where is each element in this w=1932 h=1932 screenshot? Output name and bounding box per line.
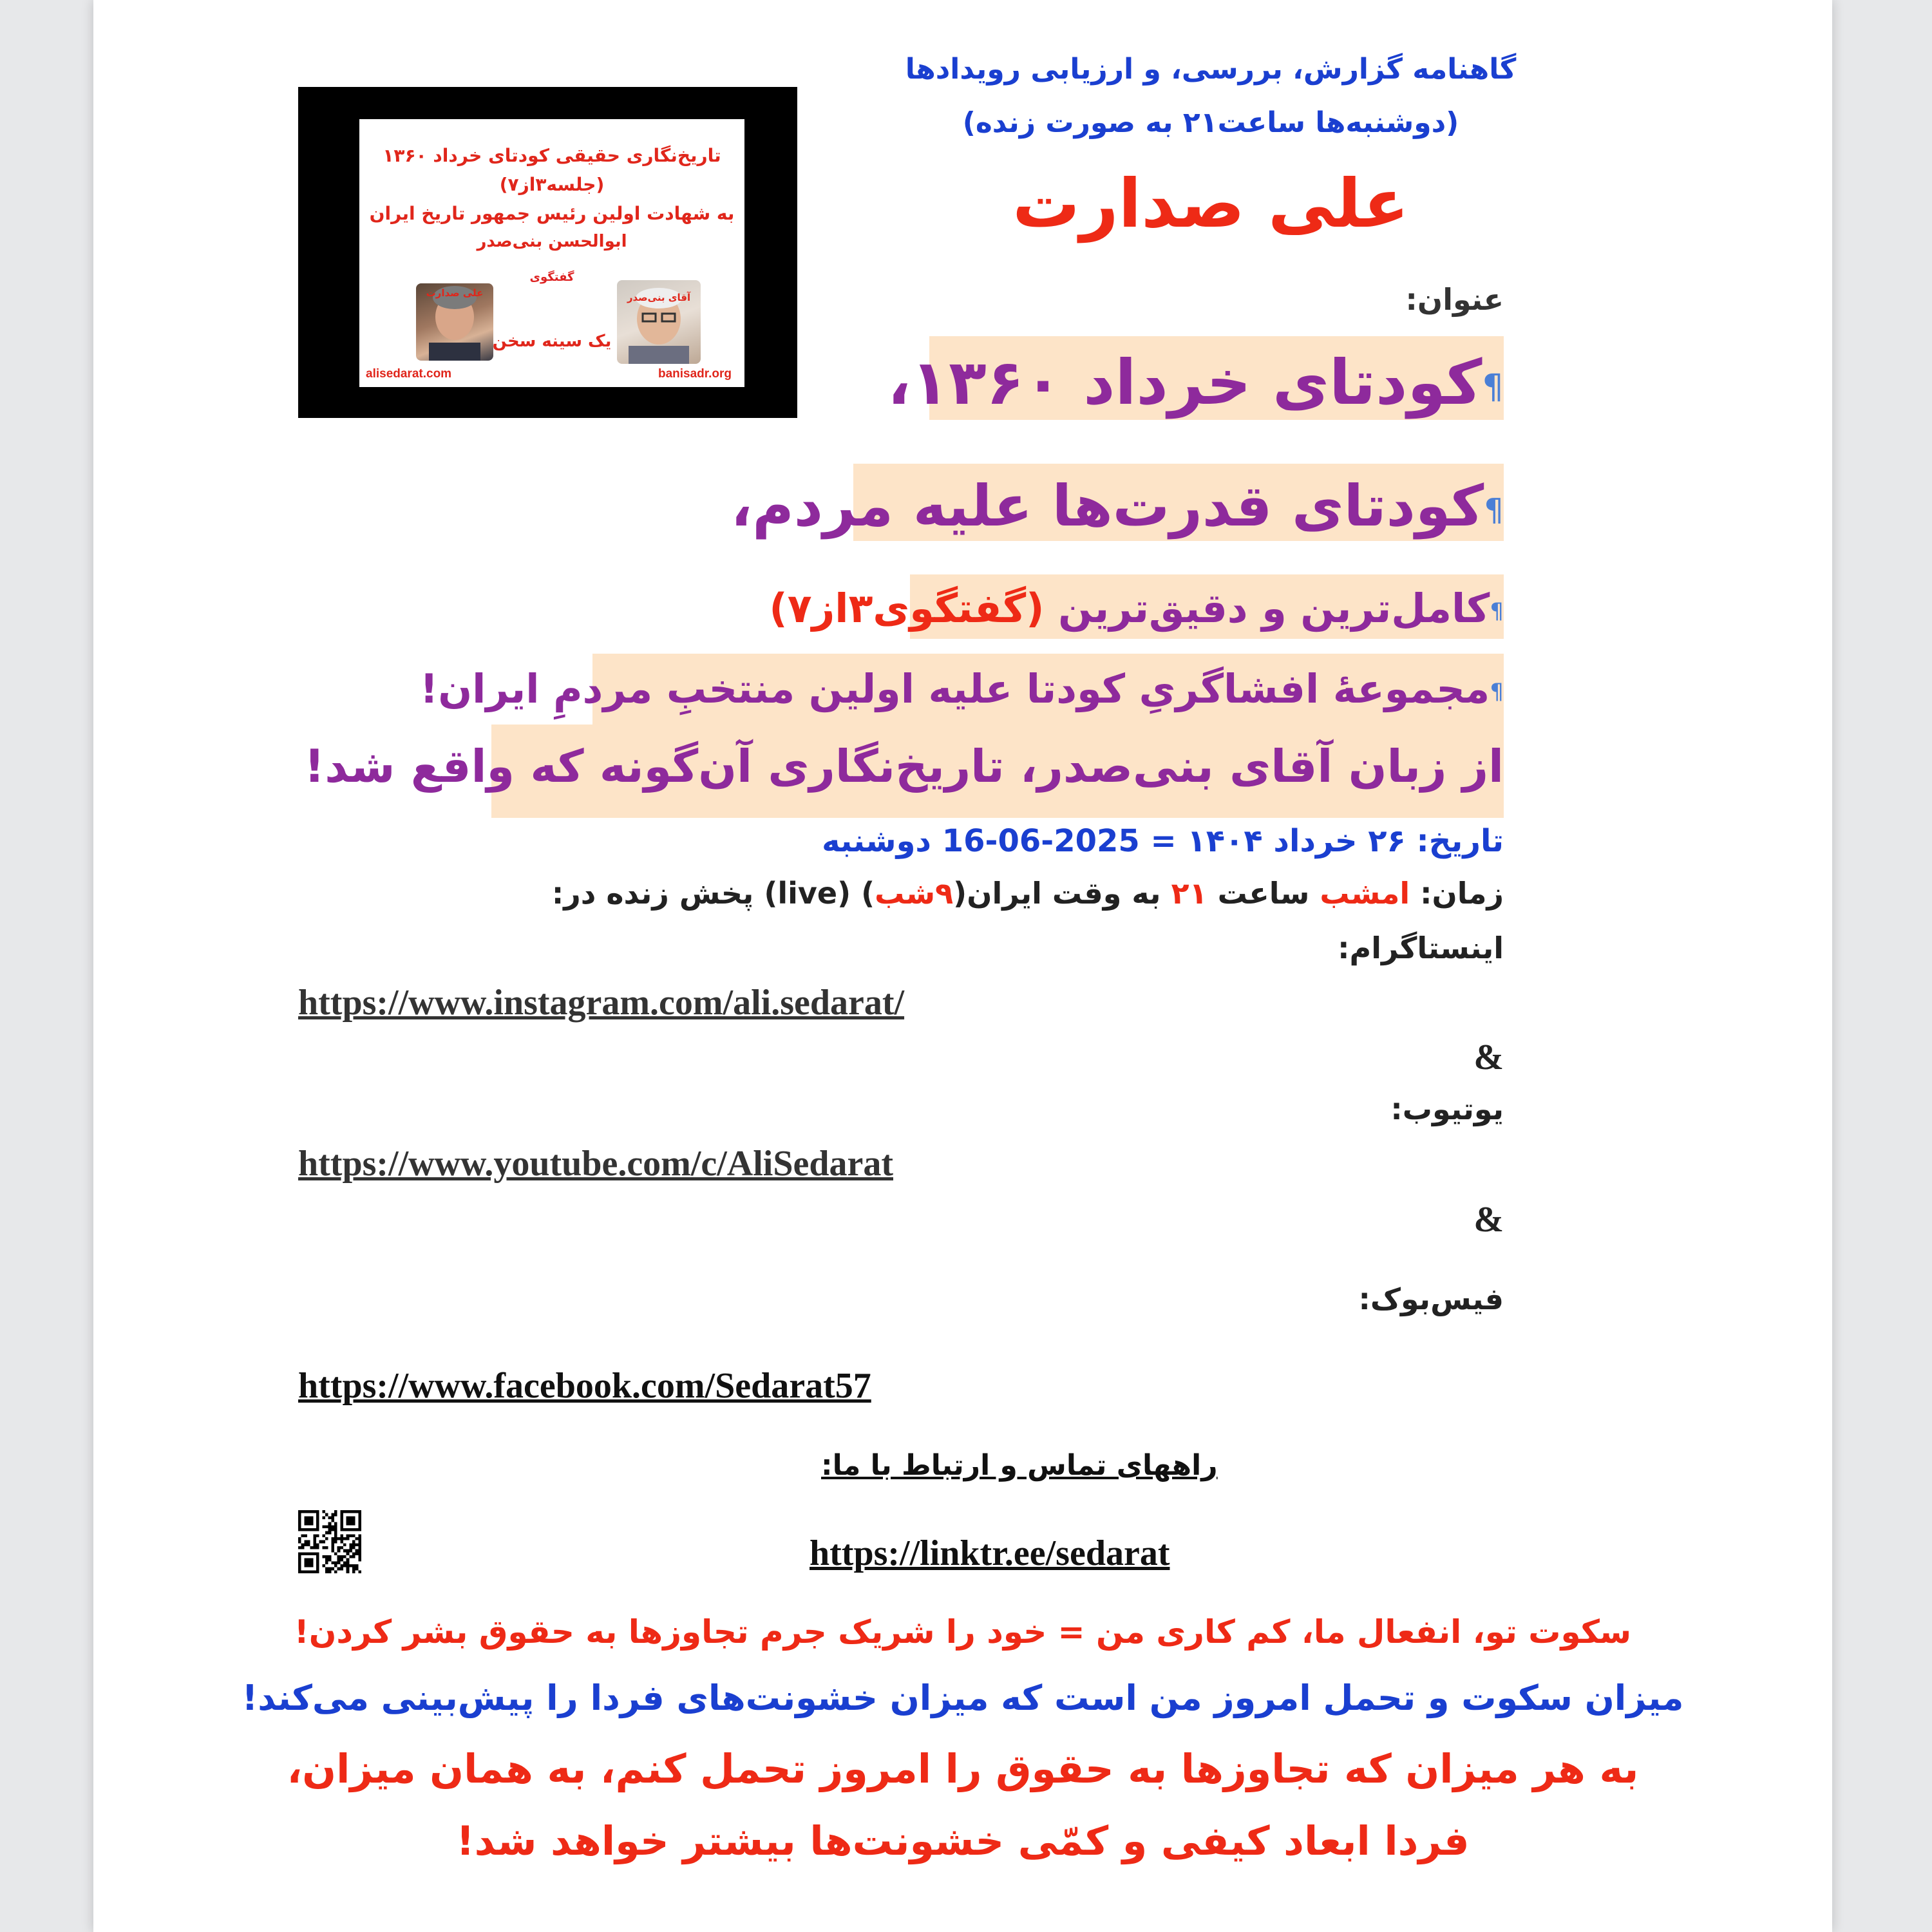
thumbnail-title-1: تاریخ‌نگاری حقیقی کودتای خرداد ۱۳۶۰ xyxy=(383,145,721,166)
pilcrow-icon: ¶ xyxy=(1490,678,1504,705)
title-line-5: از زبان آقای بنی‌صدر، تاریخ‌نگاری آن‌گونه که واقع شد! xyxy=(304,740,1504,793)
thumbnail-card xyxy=(359,119,744,387)
title-line-5-bg xyxy=(304,724,1504,818)
thumbnail-title-3: به شهادت اولین رئیس جمهور تاریخ ایران xyxy=(369,203,735,224)
facebook-link[interactable]: https://www.facebook.com/Sedarat57 xyxy=(298,1366,871,1406)
title-line-1-bg xyxy=(887,336,1504,420)
facebook-label: فیس‌بوک: xyxy=(1358,1282,1504,1316)
title-line-1: ¶کودتای خرداد ۱۳۶۰، xyxy=(887,346,1504,419)
pilcrow-icon: ¶ xyxy=(1482,367,1504,407)
thumbnail-caption: یک سینه سخن xyxy=(492,332,612,351)
date-line: تاریخ: ۲۶ خرداد ۱۴۰۴ = 2025-06-16 دوشنبه xyxy=(822,823,1504,859)
thumbnail-conversation: گفتگوی xyxy=(529,270,574,284)
right-photo-label: آقای بنی‌صدر xyxy=(627,292,691,303)
footer-line-1: سکوت تو، انفعال ما، کم کاری من = خود را شریک جرم تجاوزها به حقوق بشر کردن! xyxy=(294,1613,1632,1651)
qr-code-icon xyxy=(298,1510,361,1573)
linktree-link[interactable]: https://linktr.ee/sedarat xyxy=(810,1533,1170,1573)
title-line-4: ¶مجموعهٔ افشاگریِ کودتا علیه اولین منتخبِ مردمِ ایران! xyxy=(419,665,1504,712)
thumbnail-title-4: ابوالحسن بنی‌صدر xyxy=(477,232,627,251)
footer-line-3: به هر میزان که تجاوزها به حقوق را امروز تحمل کنم، به همان میزان، xyxy=(287,1745,1639,1792)
instagram-label: اینستاگرام: xyxy=(1338,931,1504,965)
youtube-label: یوتیوب: xyxy=(1390,1092,1504,1126)
time-line: زمان: امشب ساعت ۲۱ به وقت ایران(۹شب) (live) پخش زنده در: xyxy=(551,876,1504,911)
pilcrow-icon: ¶ xyxy=(1490,598,1504,624)
ampersand-1: & xyxy=(1473,1037,1504,1077)
youtube-link[interactable]: https://www.youtube.com/c/AliSedarat xyxy=(298,1144,893,1184)
header-line-2: (دوشنبه‌ها ساعت۲۱ به صورت زنده) xyxy=(962,106,1459,139)
title-line-3: ¶کامل‌ترین و دقیق‌ترین (گفتگوی۳از۷) xyxy=(769,585,1504,632)
right-photo xyxy=(617,280,701,364)
title-line-4-bg xyxy=(419,654,1504,724)
header-line-1: گاهنامه گزارش، بررسی، و ارزیابی رویدادها xyxy=(905,53,1517,86)
author-name: علی صدارت xyxy=(1012,164,1409,243)
instagram-link[interactable]: https://www.instagram.com/ali.sedarat/ xyxy=(298,983,905,1023)
document-page xyxy=(93,0,1832,1932)
subject-label: عنوان: xyxy=(1405,282,1504,317)
thumbnail-url-right: banisadr.org xyxy=(658,367,732,381)
title-line-3-bg xyxy=(769,574,1504,639)
left-photo-label: علی صدارت xyxy=(426,287,484,299)
ampersand-2: & xyxy=(1473,1200,1504,1240)
pilcrow-icon: ¶ xyxy=(1484,492,1504,529)
video-thumbnail[interactable] xyxy=(298,87,797,418)
footer-line-4: فردا ابعاد کیفی و کمّی خشونت‌ها بیشتر خواهد شد! xyxy=(456,1817,1470,1864)
thumbnail-title-2: (جلسه۳از۷) xyxy=(499,174,605,195)
contact-label: راههای تماس و ارتباط با ما: xyxy=(821,1449,1218,1482)
thumbnail-url-left: alisedarat.com xyxy=(366,367,452,381)
qr-code[interactable] xyxy=(298,1510,361,1573)
title-line-2: ¶کودتای قدرت‌ها علیه مردم، xyxy=(730,473,1504,539)
footer-line-2: میزان سکوت و تحمل امروز من است که میزان خشونت‌های فردا را پیش‌بینی می‌کند! xyxy=(242,1678,1684,1718)
title-line-2-bg xyxy=(730,464,1504,541)
